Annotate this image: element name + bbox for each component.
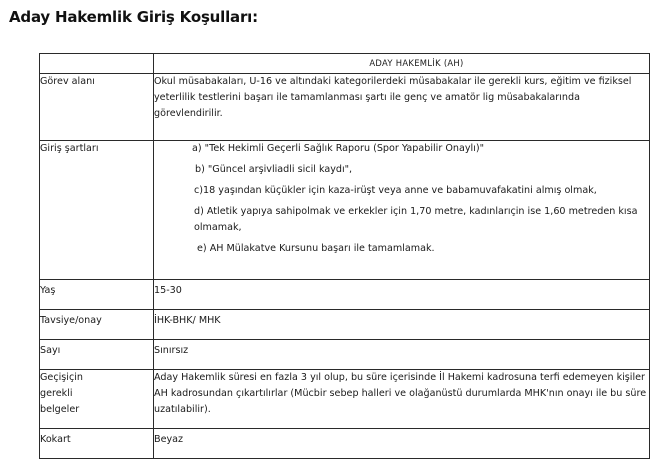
requirement-item-a: a) "Tek Hekimli Geçerli Sağlık Raporu (Spor Yapabilir Onaylı)" (192, 143, 485, 154)
row-label-kokart: Kokart (40, 429, 154, 459)
requirement-item-d: d) Atletik yapıya sahipolmak ve erkekler için 1,70 metre, kadınlarıçin ise 1,60 metreden kısa olmamak, (194, 206, 638, 233)
table-row-tavsiye (40, 310, 650, 340)
row-label-gecis-line: gerekli (40, 388, 73, 399)
row-label-sayi: Sayı (40, 340, 154, 370)
row-label-gorev: Görev alanı (40, 74, 154, 141)
column-header: ADAY HAKEMLİK (AH) (154, 54, 650, 74)
row-value-kokart: Beyaz (154, 429, 650, 459)
table-row-sayi (40, 340, 650, 370)
requirement-item-b: b) "Güncel arşivliadli sicil kaydı", (195, 164, 353, 175)
row-label-yas: Yaş (40, 280, 154, 310)
row-label-gecis-line: belgeler (40, 404, 80, 415)
table-row-giris (40, 141, 650, 280)
row-label-tavsiye: Tavsiye/onay (40, 310, 154, 340)
requirement-item-c: c)18 yaşından küçükler için kaza-irüşt veya anne ve babamuvafakatini almış olmak, (194, 185, 597, 196)
row-value-sayi: Sınırsız (154, 340, 650, 370)
table-row-kokart (40, 429, 650, 459)
row-value-gecis: Aday Hakemlik süresi en fazla 3 yıl olup, bu süre içerisinde İl Hakemi kadrosuna terfi edemeyen kişiler AH kadrosundan çıkartılırlar (Mücbir sebep halleri ve olağanüstü durumlarda MHK'nın onayı ile bu süre uzatılabilir). (154, 370, 650, 429)
requirements-table (39, 53, 650, 459)
row-value-yas: 15-30 (154, 280, 650, 310)
row-value-giris (154, 141, 650, 280)
row-label-gecis (40, 370, 154, 429)
table-row-gecis (40, 370, 650, 429)
row-value-gorev: Okul müsabakaları, U-16 ve altındaki kategorilerdeki müsabakalar ile gerekli kurs, eğitim ve fiziksel yeterlilik testlerini başarı ile tamamlanması şartı ile genç ve amatör lig müsabakalarında görevlendirilir. (154, 74, 650, 141)
row-label-giris: Giriş şartları (40, 141, 154, 280)
page-title: Aday Hakemlik Giriş Koşulları: (9, 8, 258, 26)
table-row-gorev (40, 74, 650, 141)
table-row-yas (40, 280, 650, 310)
table-header-row (40, 54, 650, 74)
row-value-tavsiye: İHK-BHK/ MHK (154, 310, 650, 340)
header-empty-cell (40, 54, 154, 74)
requirement-item-e: e) AH Mülakatve Kursunu başarı ile tamamlamak. (197, 243, 435, 254)
row-label-gecis-line: Geçişiçin (40, 372, 83, 383)
